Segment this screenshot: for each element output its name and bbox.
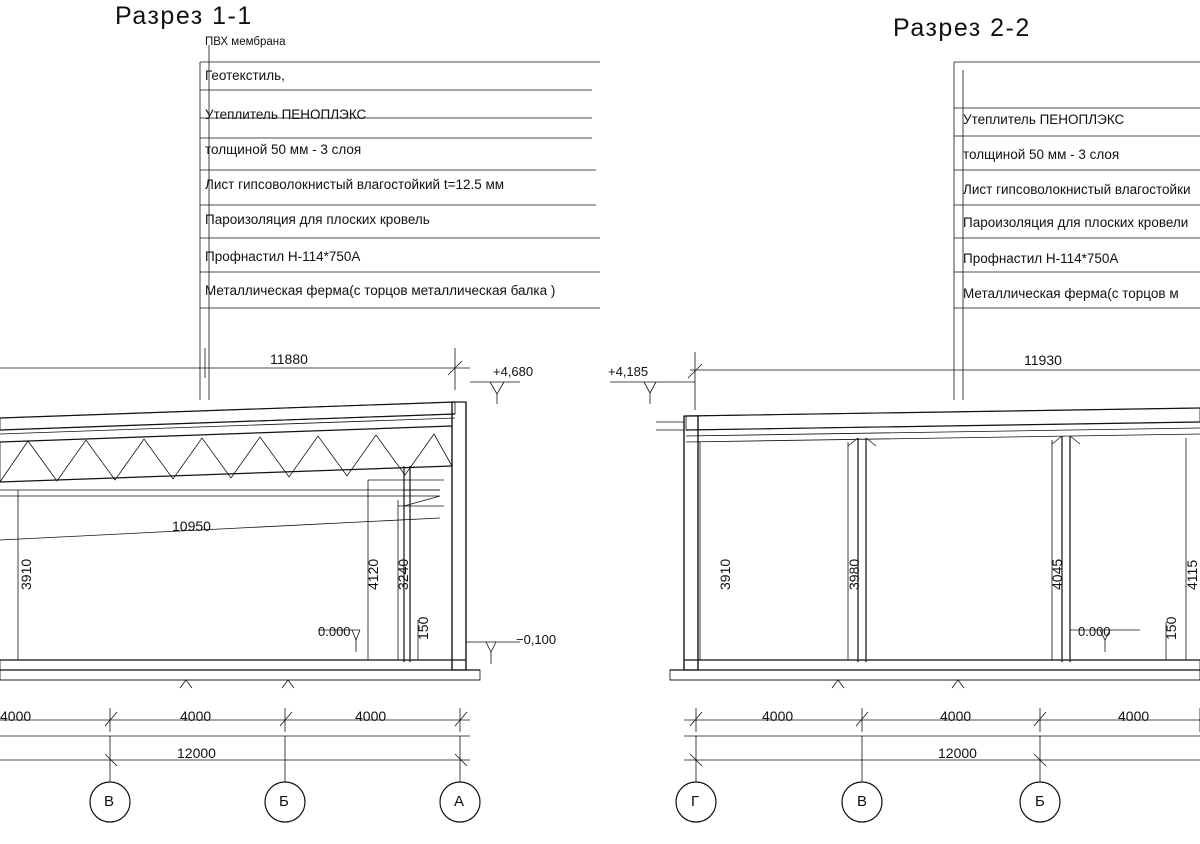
dim-grid-total-1: 12000 (177, 745, 216, 761)
level-floor-2: 0.000 (1078, 624, 1111, 639)
callout-1-line-3: толщиной 50 мм - 3 слоя (205, 142, 362, 157)
dim-v-3240-1: 3240 (395, 558, 411, 590)
dim-v-4115-2: 4115 (1184, 559, 1200, 590)
callout-1-line-0: ПВХ мембрана (205, 36, 286, 48)
callout-1-line-6: Профнастил Н-114*750А (205, 249, 361, 264)
dim-grid-span-1-0: 4000 (0, 708, 32, 724)
dim-v-4045-2: 4045 (1049, 558, 1065, 590)
dim-top-span-2: 11930 (1024, 352, 1062, 368)
grid-axis-bubble-a: А (454, 793, 465, 810)
section-2-2-drawing (600, 330, 1200, 844)
callout-1-line-2: Утеплитель ПЕНОПЛЭКС (205, 107, 367, 122)
grid-axis-bubble-b2: Б (1035, 793, 1045, 810)
level-ground-1: −0,100 (516, 632, 557, 647)
dim-grid-span-1-1: 4000 (180, 708, 212, 724)
level-floor-1: 0.000 (318, 624, 351, 639)
level-top-2: +4,185 (608, 364, 649, 379)
dim-v-3910-1: 3910 (18, 558, 34, 590)
callout-2-line-2: Лист гипсоволокнистый влагостойки (963, 182, 1191, 197)
callout-2-line-3: Пароизоляция для плоских кровели (963, 215, 1189, 230)
grid-axis-bubble-g: Г (691, 793, 700, 810)
callout-2-line-1: толщиной 50 мм - 3 слоя (963, 147, 1120, 162)
callout-2-line-5: Металлическая ферма(с торцов м (963, 286, 1179, 301)
section-1-1-title: Разрез 1-1 (115, 2, 253, 30)
section-1-1-drawing (0, 330, 560, 844)
callout-2-line-0: Утеплитель ПЕНОПЛЭКС (963, 112, 1125, 127)
dim-grid-span-2-2: 4000 (1118, 708, 1150, 724)
level-top-1: +4,680 (493, 364, 534, 379)
callout-1-line-4: Лист гипсоволокнистый влагостойкий t=12.5 мм (205, 177, 505, 192)
grid-axis-bubble-b: Б (279, 793, 289, 810)
callout-1-line-1: Геотекстиль, (205, 68, 285, 83)
dim-v-150-1: 150 (415, 616, 431, 640)
dim-v-3910-2: 3910 (717, 558, 733, 590)
dim-v-150-2: 150 (1163, 616, 1179, 640)
dim-v-3980-2: 3980 (846, 558, 862, 590)
dim-top-span-1: 11880 (270, 351, 308, 367)
dim-v-4120-1: 4120 (365, 558, 381, 590)
dim-grid-span-2-1: 4000 (940, 708, 972, 724)
callout-1-line-7: Металлическая ферма(с торцов металлическая балка ) (205, 283, 556, 298)
section-2-2-title: Разрез 2-2 (893, 14, 1031, 42)
grid-axis-bubble-v: В (104, 793, 115, 810)
dim-grid-span-2-0: 4000 (762, 708, 794, 724)
grid-axis-bubble-v2: В (857, 793, 868, 810)
callout-1-line-5: Пароизоляция для плоских кровель (205, 212, 430, 227)
dim-grid-total-2: 12000 (938, 745, 977, 761)
callout-2-line-4: Профнастил Н-114*750А (963, 251, 1119, 266)
dim-grid-span-1-2: 4000 (355, 708, 387, 724)
dim-inner-span-1: 10950 (172, 518, 211, 534)
